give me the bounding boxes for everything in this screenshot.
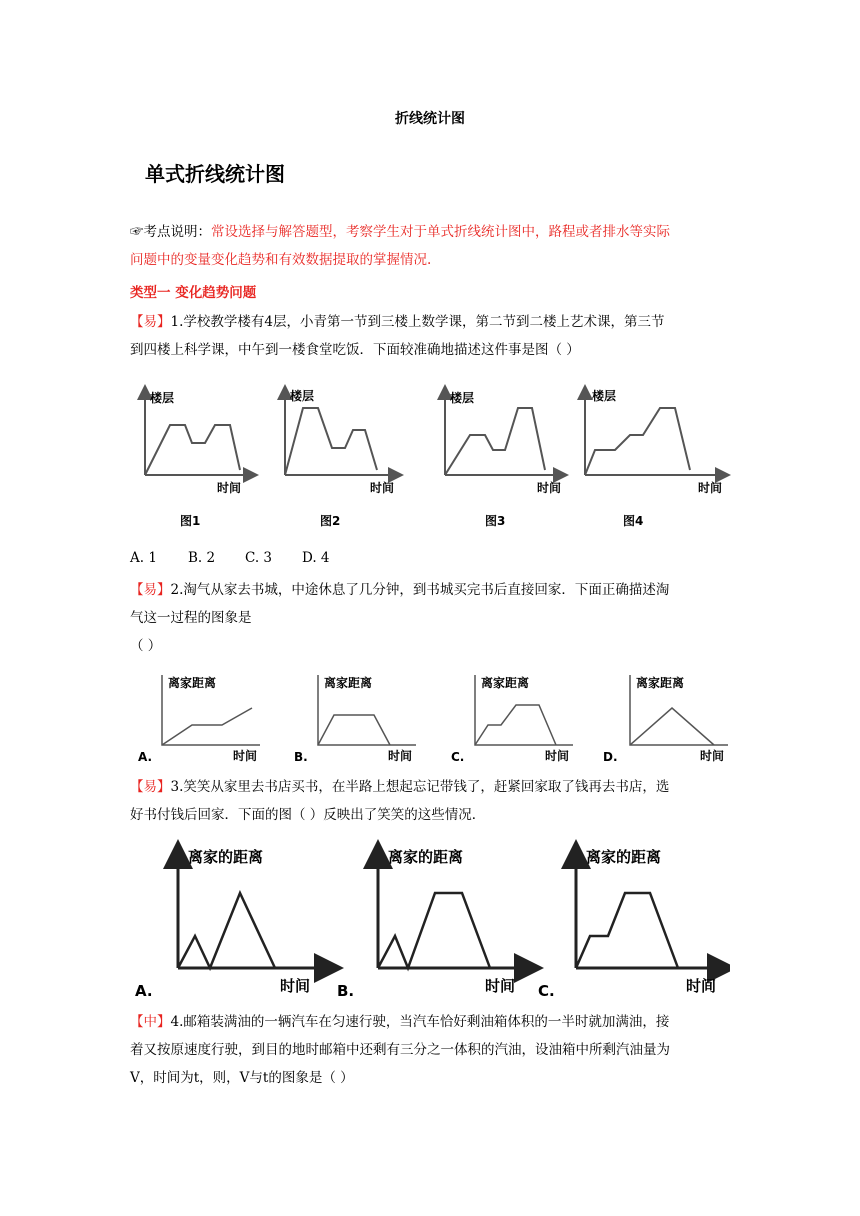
q2-letter-a: A. (138, 750, 153, 764)
q2-line2: 气这一过程的图象是 (130, 610, 252, 626)
q4-line2: 着又按原速度行驶，到目的地时邮箱中还剩有三分之一体积的汽油，设油箱中所剩汽油量为 (130, 1042, 670, 1058)
note-paragraph (130, 218, 730, 274)
q1-option-b[interactable]: B. 2 (188, 550, 216, 566)
q2-y-label-d: 离家距离 (636, 676, 685, 690)
q3-chart-a (135, 848, 335, 1000)
q2-x-label-c: 时间 (545, 749, 570, 763)
q1-y-label-4: 楼层 (592, 389, 617, 403)
question-2 (130, 576, 730, 660)
q1-chart-1 (145, 388, 255, 528)
q3-line1: 3.笑笑从家里去书店买书，在半路上想起忘记带钱了，赶紧回家取了钱再去书店，选 (170, 779, 670, 795)
q2-letter-c: C. (451, 750, 465, 764)
q1-y-label-2: 楼层 (290, 389, 315, 403)
q3-tag: 【易】 (130, 779, 171, 795)
q3-chart-c (538, 848, 728, 1000)
q1-chart-2 (285, 388, 400, 528)
q3-line2: 好书付钱后回家．下面的图（ ）反映出了笑笑的这些情况． (130, 807, 486, 823)
q1-x-label-3: 时间 (537, 481, 562, 495)
q1-fig-label-3: 图3 (485, 514, 506, 528)
q3-y-label-a: 离家的距离 (188, 848, 264, 866)
q2-chart-b (294, 675, 416, 764)
note-prefix: ☞考点说明： (130, 224, 211, 240)
doc-title: 折线统计图 (395, 111, 465, 127)
q2-figures (130, 670, 730, 770)
type-heading: 类型一 变化趋势问题 (130, 285, 257, 301)
q3-letter-b: B. (337, 982, 355, 1000)
q2-chart-d (603, 675, 728, 764)
question-1 (130, 308, 730, 364)
q3-x-label-a: 时间 (280, 977, 311, 995)
q3-y-label-c: 离家的距离 (586, 848, 662, 866)
q1-tag: 【易】 (130, 314, 171, 330)
q2-line1: 2.淘气从家去书城，中途休息了几分钟，到书城买完书后直接回家．下面正确描述淘 (170, 582, 670, 598)
q1-figures (125, 380, 735, 530)
q4-line1: 4.邮箱装满油的一辆汽车在匀速行驶，当汽车恰好剩油箱体积的一半时就加满油，接 (170, 1014, 670, 1030)
q3-y-label-b: 离家的距离 (388, 848, 464, 866)
q1-x-label-4: 时间 (698, 481, 723, 495)
q2-line3: （ ） (130, 638, 162, 654)
q1-line1: 1.学校教学楼有4层，小青第一节到三楼上数学课，第二节到二楼上艺术课，第三节 (170, 314, 665, 330)
q2-y-label-b: 离家距离 (324, 676, 373, 690)
q1-chart-3 (445, 388, 565, 528)
q1-fig-label-2: 图2 (320, 514, 341, 528)
q1-x-label-1: 时间 (217, 481, 242, 495)
q1-y-label-1: 楼层 (150, 391, 175, 405)
q1-options (130, 550, 330, 566)
q3-chart-b (337, 848, 535, 1000)
q3-figures (130, 838, 730, 1003)
q2-y-label-a: 离家距离 (168, 676, 217, 690)
q1-option-c[interactable]: C. 3 (245, 550, 273, 566)
section-heading: 单式折线统计图 (145, 162, 285, 186)
q2-chart-a (138, 675, 260, 764)
q3-x-label-c: 时间 (686, 977, 717, 995)
q2-y-label-c: 离家距离 (481, 676, 530, 690)
q3-letter-a: A. (135, 982, 153, 1000)
question-4 (130, 1008, 730, 1092)
q1-option-d[interactable]: D. 4 (302, 550, 330, 566)
q2-letter-d: D. (603, 750, 618, 764)
q4-line3: V，时间为t，则，V与t的图象是（ ） (130, 1070, 354, 1086)
q2-letter-b: B. (294, 750, 308, 764)
q3-letter-c: C. (538, 982, 555, 1000)
q3-x-label-b: 时间 (485, 977, 516, 995)
q1-x-label-2: 时间 (370, 481, 395, 495)
q1-y-label-3: 楼层 (450, 391, 475, 405)
question-3 (130, 773, 730, 829)
q1-fig-label-1: 图1 (180, 514, 201, 528)
note-line1: 常设选择与解答题型，考察学生对于单式折线统计图中，路程或者排水等实际 (211, 224, 670, 240)
q4-tag: 【中】 (130, 1014, 171, 1030)
note-line2: 问题中的变量变化趋势和有效数据提取的掌握情况. (130, 252, 432, 268)
q2-x-label-d: 时间 (700, 749, 725, 763)
q2-x-label-a: 时间 (233, 749, 258, 763)
q1-chart-4 (585, 388, 727, 528)
q1-line2: 到四楼上科学课，中午到一楼食堂吃饭．下面较准确地描述这件事是图（ ） (130, 342, 580, 358)
q1-fig-label-4: 图4 (623, 514, 644, 528)
q1-option-a[interactable]: A. 1 (130, 550, 157, 566)
q2-x-label-b: 时间 (388, 749, 413, 763)
q2-chart-c (451, 675, 573, 764)
q2-tag: 【易】 (130, 582, 171, 598)
